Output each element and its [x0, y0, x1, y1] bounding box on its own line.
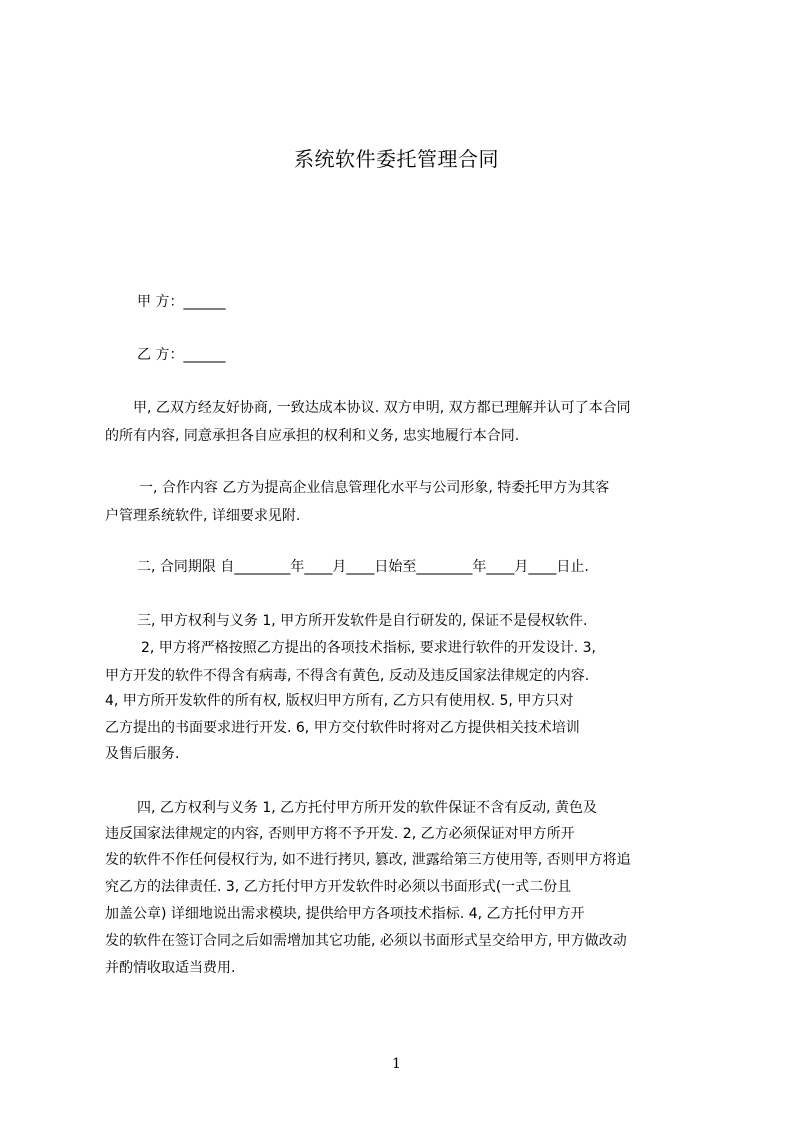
section-1-line: 户管理系统软件, 详细要求见附. [105, 508, 301, 524]
page-number: 1 [392, 1056, 401, 1072]
party-a-line: 甲 方：______ [137, 294, 226, 310]
intro-line: 的所有内容, 同意承担各自应承担的权利和义务, 忠实地履行本合同. [105, 428, 520, 444]
section-3-line: 乙方提出的书面要求进行开发. 6, 甲方交付软件时将对乙方提供相关技术培训 [105, 720, 580, 736]
section-3-line: 三, 甲方权利与义务 1, 甲方所开发软件是自行研发的, 保证不是侵权软件. [137, 613, 588, 629]
section-1-line: 一, 合作内容 乙方为提高企业信息管理化水平与公司形象, 特委托甲方为其客 [139, 480, 610, 496]
section-3-line: 及售后服务. [105, 746, 180, 762]
section-4-line: 究乙方的法律责任. 3, 乙方托付甲方开发软件时必须以书面形式(一式二份且 [105, 879, 572, 895]
section-4-line: 并酌情收取适当费用. [105, 960, 236, 976]
section-4-line: 发的软件不作任何侵权行为, 如不进行拷贝, 篡改, 泄露给第三方使用等, 否则甲方将追 [105, 852, 631, 868]
party-b-line: 乙 方：______ [137, 347, 226, 363]
section-4-line: 四, 乙方权利与义务 1, 乙方托付甲方所开发的软件保证不含有反动, 黄色及 [137, 800, 598, 816]
section-3-line: 4, 甲方所开发软件的所有权, 版权归甲方所有, 乙方只有使用权. 5, 甲方只对 [105, 693, 574, 709]
section-4-line: 违反国家法律规定的内容, 否则甲方将不予开发. 2, 乙方必须保证对甲方所开 [105, 826, 575, 842]
section-2-line: 二, 合同期限 自________年____月____日始至________年____月____日止. [137, 559, 589, 575]
document-title: 系统软件委托管理合同 [294, 147, 499, 171]
section-4-line: 加盖公章) 详细地说出需求模块, 提供给甲方各项技术指标. 4, 乙方托付甲方开 [105, 906, 585, 922]
section-4-line: 发的软件在签订合同之后如需增加其它功能, 必须以书面形式呈交给甲方, 甲方做改动 [105, 933, 627, 949]
section-3-line: 甲方开发的软件不得含有病毒, 不得含有黄色, 反动及违反国家法律规定的内容. [105, 668, 590, 684]
section-3-line: 2, 甲方将严格按照乙方提出的各项技术指标, 要求进行软件的开发设计. 3, [141, 640, 596, 656]
intro-line: 甲, 乙双方经友好协商, 一致达成本协议. 双方申明, 双方都已理解并认可了本合同 [133, 400, 631, 416]
